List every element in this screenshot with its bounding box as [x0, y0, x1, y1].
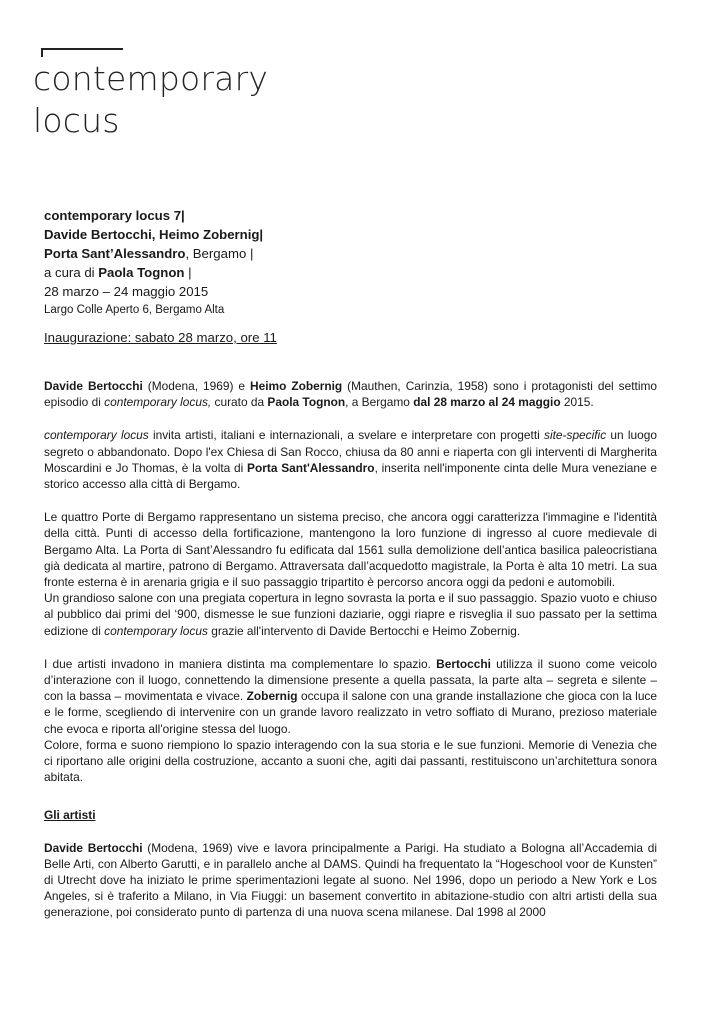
paragraph-4a: I due artisti invadono in maniera distinta ma complementare lo spazio. Bertocchi utilizza il suono come veicolo d’interazione con il luogo, connettendo la dimensione presente a quella passata, la parte alta – segreta e silente – con la bassa – movimentata e vivace. Zobernig occupa il salone con una grande installazione che gioca con la luce e le forme, scegliendo di intervenire con un grande lavoro realizzato in vetro soffiato di Murano, prezioso materiale che evoca e riporta all'origine stessa del luogo.	[44, 656, 657, 736]
inauguration: Inaugurazione: sabato 28 marzo, ore 11	[44, 330, 277, 345]
press-header	[44, 206, 684, 320]
paragraph-3b: Un grandioso salone con una pregiata copertura in legno sovrasta la porta e il suo passaggio. Spazio vuoto e chiuso al pubblico dai primi del ‘900, dismesse le sue funzioni daziarie, oggi riapre e risveglia il suo passato per la settima edizione di contemporary locus grazie all'intervento di Davide Bertocchi e Heimo Zobernig.	[44, 591, 657, 638]
logo	[33, 58, 268, 142]
header-line-1: contemporary locus 7|	[44, 208, 185, 223]
header-dates: 28 marzo – 24 maggio 2015	[44, 284, 209, 299]
header-line-3: Porta Sant’Alessandro, Bergamo |	[44, 246, 254, 261]
logo-line-2: locus	[33, 101, 120, 140]
header-line-4: a cura di Paola Tognon |	[44, 265, 192, 280]
paragraph-1: Davide Bertocchi (Modena, 1969) e Heimo Zobernig (Mauthen, Carinzia, 1958) sono i protagonisti del settimo episodio di contemporary locus, curato da Paola Tognon, a Bergamo dal 28 marzo al 24 maggio 2015.	[44, 379, 658, 410]
paragraph-4b: Colore, forma e suono riempiono lo spazio interagendo con la sua storia e le sue funzioni. Memorie di Venezia che ci riportano alle origini della costruzione, accanto a suoni che, agiti dai passanti, restituiscono un’architettura sonora abitata.	[44, 737, 657, 785]
paragraph-3a: Le quattro Porte di Bergamo rappresentano un sistema preciso, che ancora oggi caratterizza l'immagine e l'identità della città. Punti di accesso della fortificazione, mantengono la loro funzione di ingresso al cuore medievale di Bergamo Alta. La Porta di Sant’Alessandro fu edificata dal 1561 sulla demolizione dell’antica basilica paleocristiana già dedicata al martire, patrono di Bergamo. Attraversata dall’acquedotto magistrale, la Porta è alta 10 metri. La sua fronte esterna è in arenaria grigia e il suo passaggio tripartito è percorso ancora oggi da pedoni e automobili.	[44, 510, 657, 590]
body-text	[44, 378, 657, 938]
header-line-2: Davide Bertocchi, Heimo Zobernig|	[44, 227, 264, 242]
logo-rule	[41, 48, 123, 50]
paragraph-5: Davide Bertocchi (Modena, 1969) vive e lavora principalmente a Parigi. Ha studiato a Bologna all’Accademia di Belle Arti, con Alberto Garutti, e in parallelo anche al DAMS. Quindi ha frequentato la “Hogeschool voor de Kunsten” di Utrecht dove ha iniziato le prime sperimentazioni legate al suono. Nel 1996, dopo un periodo a New York e Los Angeles, si è traferito a Milano, in Via Fiuggi: un basement convertito in abitazione-studio con altri artisti della sua generazione, poi considerato punto di partenza di una nuova scena milanese. Dal 1998 al 2000	[44, 840, 657, 920]
logo-line-1: contemporary	[33, 59, 269, 98]
paragraph-2: contemporary locus invita artisti, italiani e internazionali, a svelare e interpretare con progetti site-specific un luogo segreto o abbandonato. Dopo l'ex Chiesa di San Rocco, chiusa da 80 anni e riaperta con gli interventi di Margherita Moscardini e Jo Thomas, è la volta di Porta Sant'Alessandro, inserita nell'imponente cinta delle Mura veneziane e storico accesso alla città di Bergamo.	[44, 428, 657, 492]
header-address: Largo Colle Aperto 6, Bergamo Alta	[44, 304, 225, 316]
section-title-artists: Gli artisti	[44, 808, 96, 823]
logo-tick	[41, 48, 43, 57]
